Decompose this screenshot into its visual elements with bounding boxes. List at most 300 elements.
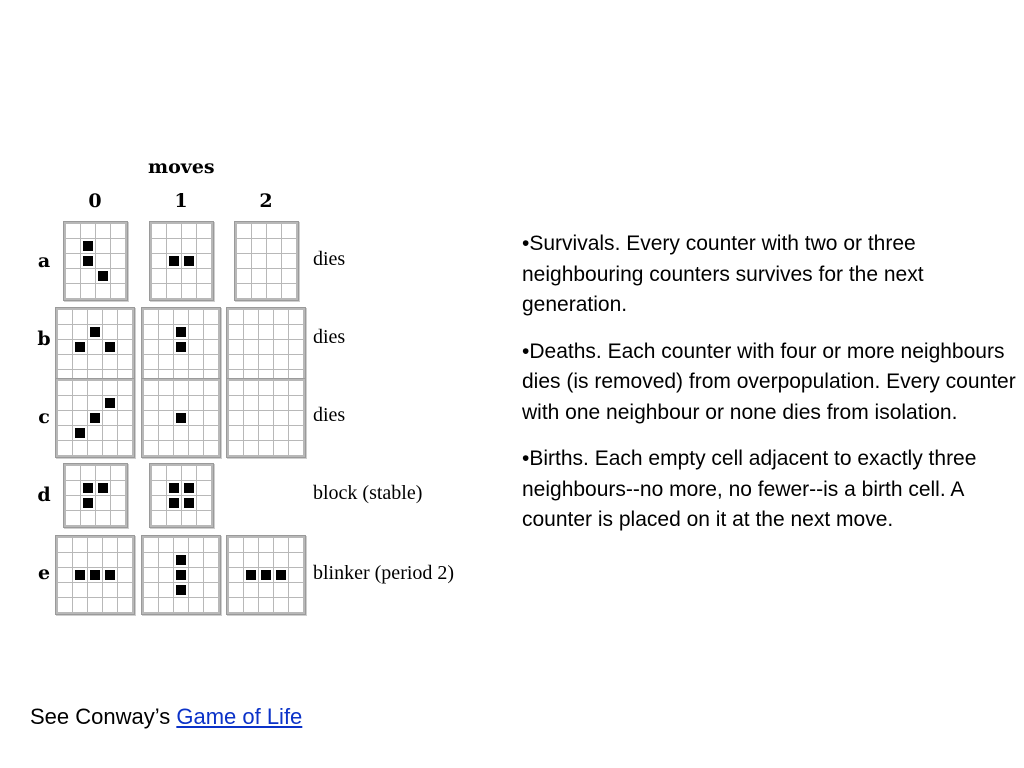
empty-cell bbox=[282, 224, 296, 238]
empty-cell bbox=[204, 396, 218, 410]
empty-cell bbox=[96, 224, 110, 238]
empty-cell bbox=[96, 496, 110, 510]
empty-cell bbox=[103, 538, 117, 552]
live-cell bbox=[182, 254, 196, 268]
live-cell bbox=[167, 496, 181, 510]
empty-cell bbox=[267, 254, 281, 268]
row-label-d: d bbox=[37, 484, 51, 506]
empty-cell bbox=[244, 396, 258, 410]
empty-cell bbox=[152, 481, 166, 495]
empty-cell bbox=[189, 396, 203, 410]
row-label-b: b bbox=[37, 328, 51, 350]
empty-cell bbox=[252, 239, 266, 253]
empty-cell bbox=[159, 340, 173, 354]
empty-cell bbox=[244, 598, 258, 612]
pattern-grid-b-0 bbox=[55, 307, 135, 387]
empty-cell bbox=[189, 355, 203, 369]
empty-cell bbox=[88, 355, 102, 369]
empty-cell bbox=[81, 224, 95, 238]
empty-cell bbox=[204, 568, 218, 582]
empty-cell bbox=[66, 239, 80, 253]
empty-cell bbox=[244, 340, 258, 354]
row-label-a: a bbox=[37, 250, 51, 272]
empty-cell bbox=[259, 553, 273, 567]
empty-cell bbox=[96, 466, 110, 480]
live-cell bbox=[103, 396, 117, 410]
empty-cell bbox=[244, 583, 258, 597]
empty-cell bbox=[189, 325, 203, 339]
live-cell bbox=[88, 568, 102, 582]
empty-cell bbox=[144, 310, 158, 324]
live-cell bbox=[73, 426, 87, 440]
empty-cell bbox=[182, 269, 196, 283]
empty-cell bbox=[58, 426, 72, 440]
empty-cell bbox=[58, 598, 72, 612]
empty-cell bbox=[167, 511, 181, 525]
empty-cell bbox=[204, 355, 218, 369]
empty-cell bbox=[58, 355, 72, 369]
footer-note bbox=[30, 704, 302, 730]
empty-cell bbox=[197, 511, 211, 525]
empty-cell bbox=[167, 284, 181, 298]
empty-cell bbox=[229, 381, 243, 395]
empty-cell bbox=[229, 325, 243, 339]
empty-cell bbox=[289, 396, 303, 410]
life-patterns-figure bbox=[0, 0, 500, 640]
outcome-b: dies bbox=[313, 326, 346, 348]
empty-cell bbox=[73, 553, 87, 567]
empty-cell bbox=[111, 284, 125, 298]
rule-survivals bbox=[522, 229, 1018, 321]
empty-cell bbox=[118, 568, 132, 582]
empty-cell bbox=[159, 598, 173, 612]
empty-cell bbox=[289, 355, 303, 369]
empty-cell bbox=[174, 426, 188, 440]
live-cell bbox=[81, 254, 95, 268]
footer-prefix: See Conway’s bbox=[30, 704, 177, 729]
empty-cell bbox=[244, 426, 258, 440]
row-label-e: e bbox=[37, 562, 51, 584]
outcome-d: block (stable) bbox=[313, 482, 423, 504]
empty-cell bbox=[204, 553, 218, 567]
empty-cell bbox=[252, 284, 266, 298]
empty-cell bbox=[152, 224, 166, 238]
empty-cell bbox=[144, 538, 158, 552]
empty-cell bbox=[182, 511, 196, 525]
empty-cell bbox=[229, 583, 243, 597]
empty-cell bbox=[58, 538, 72, 552]
empty-cell bbox=[81, 511, 95, 525]
empty-cell bbox=[204, 538, 218, 552]
empty-cell bbox=[118, 340, 132, 354]
empty-cell bbox=[197, 239, 211, 253]
rule-text: . Each empty cell adjacent to exactly three neighbours--no more, no fewer--is a birth cell. A counter is placed on it at the next move. bbox=[522, 447, 977, 531]
empty-cell bbox=[111, 239, 125, 253]
empty-cell bbox=[103, 411, 117, 425]
empty-cell bbox=[229, 553, 243, 567]
empty-cell bbox=[274, 381, 288, 395]
empty-cell bbox=[244, 538, 258, 552]
empty-cell bbox=[111, 224, 125, 238]
empty-cell bbox=[96, 511, 110, 525]
empty-cell bbox=[182, 466, 196, 480]
empty-cell bbox=[73, 396, 87, 410]
empty-cell bbox=[189, 441, 203, 455]
empty-cell bbox=[81, 466, 95, 480]
empty-cell bbox=[88, 441, 102, 455]
empty-cell bbox=[174, 396, 188, 410]
empty-cell bbox=[267, 284, 281, 298]
empty-cell bbox=[103, 583, 117, 597]
empty-cell bbox=[259, 598, 273, 612]
game-of-life-link[interactable]: Game of Life bbox=[176, 704, 303, 729]
empty-cell bbox=[289, 411, 303, 425]
rule-deaths bbox=[522, 337, 1018, 429]
empty-cell bbox=[197, 269, 211, 283]
rule-bullet: • bbox=[522, 447, 530, 470]
empty-cell bbox=[88, 381, 102, 395]
empty-cell bbox=[252, 224, 266, 238]
empty-cell bbox=[152, 511, 166, 525]
empty-cell bbox=[73, 583, 87, 597]
empty-cell bbox=[189, 340, 203, 354]
empty-cell bbox=[152, 239, 166, 253]
empty-cell bbox=[66, 481, 80, 495]
empty-cell bbox=[197, 254, 211, 268]
empty-cell bbox=[167, 239, 181, 253]
empty-cell bbox=[73, 381, 87, 395]
empty-cell bbox=[167, 224, 181, 238]
empty-cell bbox=[58, 340, 72, 354]
empty-cell bbox=[229, 568, 243, 582]
empty-cell bbox=[204, 426, 218, 440]
empty-cell bbox=[259, 411, 273, 425]
empty-cell bbox=[118, 381, 132, 395]
empty-cell bbox=[167, 466, 181, 480]
empty-cell bbox=[229, 426, 243, 440]
empty-cell bbox=[229, 310, 243, 324]
live-cell bbox=[174, 583, 188, 597]
empty-cell bbox=[259, 355, 273, 369]
empty-cell bbox=[274, 598, 288, 612]
empty-cell bbox=[103, 381, 117, 395]
empty-cell bbox=[182, 224, 196, 238]
empty-cell bbox=[244, 325, 258, 339]
empty-cell bbox=[73, 310, 87, 324]
empty-cell bbox=[118, 553, 132, 567]
empty-cell bbox=[111, 481, 125, 495]
empty-cell bbox=[267, 239, 281, 253]
empty-cell bbox=[189, 426, 203, 440]
empty-cell bbox=[73, 598, 87, 612]
empty-cell bbox=[73, 411, 87, 425]
empty-cell bbox=[289, 310, 303, 324]
empty-cell bbox=[237, 254, 251, 268]
empty-cell bbox=[274, 396, 288, 410]
empty-cell bbox=[189, 381, 203, 395]
empty-cell bbox=[204, 441, 218, 455]
empty-cell bbox=[103, 325, 117, 339]
empty-cell bbox=[252, 269, 266, 283]
empty-cell bbox=[159, 553, 173, 567]
empty-cell bbox=[237, 224, 251, 238]
empty-cell bbox=[189, 598, 203, 612]
empty-cell bbox=[274, 426, 288, 440]
live-cell bbox=[81, 239, 95, 253]
empty-cell bbox=[144, 568, 158, 582]
empty-cell bbox=[237, 269, 251, 283]
empty-cell bbox=[152, 254, 166, 268]
empty-cell bbox=[197, 466, 211, 480]
empty-cell bbox=[103, 441, 117, 455]
empty-cell bbox=[204, 583, 218, 597]
empty-cell bbox=[289, 568, 303, 582]
empty-cell bbox=[282, 284, 296, 298]
moves-heading: moves bbox=[148, 156, 215, 178]
empty-cell bbox=[159, 568, 173, 582]
empty-cell bbox=[144, 583, 158, 597]
empty-cell bbox=[274, 583, 288, 597]
empty-cell bbox=[111, 466, 125, 480]
empty-cell bbox=[111, 511, 125, 525]
empty-cell bbox=[66, 466, 80, 480]
live-cell bbox=[73, 340, 87, 354]
empty-cell bbox=[267, 224, 281, 238]
empty-cell bbox=[189, 538, 203, 552]
live-cell bbox=[174, 553, 188, 567]
rule-term: Births bbox=[529, 447, 584, 470]
empty-cell bbox=[274, 340, 288, 354]
empty-cell bbox=[96, 239, 110, 253]
empty-cell bbox=[259, 325, 273, 339]
empty-cell bbox=[289, 441, 303, 455]
live-cell bbox=[96, 269, 110, 283]
empty-cell bbox=[66, 284, 80, 298]
empty-cell bbox=[159, 396, 173, 410]
empty-cell bbox=[73, 325, 87, 339]
empty-cell bbox=[244, 553, 258, 567]
empty-cell bbox=[289, 381, 303, 395]
pattern-grid-c-0 bbox=[55, 378, 135, 458]
empty-cell bbox=[144, 325, 158, 339]
empty-cell bbox=[118, 310, 132, 324]
empty-cell bbox=[189, 411, 203, 425]
empty-cell bbox=[204, 310, 218, 324]
empty-cell bbox=[144, 355, 158, 369]
empty-cell bbox=[229, 598, 243, 612]
empty-cell bbox=[159, 426, 173, 440]
empty-cell bbox=[96, 284, 110, 298]
empty-cell bbox=[204, 325, 218, 339]
empty-cell bbox=[289, 553, 303, 567]
empty-cell bbox=[274, 411, 288, 425]
empty-cell bbox=[58, 568, 72, 582]
live-cell bbox=[174, 340, 188, 354]
live-cell bbox=[167, 254, 181, 268]
empty-cell bbox=[103, 426, 117, 440]
empty-cell bbox=[81, 284, 95, 298]
empty-cell bbox=[152, 284, 166, 298]
empty-cell bbox=[58, 381, 72, 395]
live-cell bbox=[88, 325, 102, 339]
outcome-e: blinker (period 2) bbox=[313, 562, 455, 584]
live-cell bbox=[73, 568, 87, 582]
rule-term: Survivals bbox=[529, 232, 615, 255]
empty-cell bbox=[58, 325, 72, 339]
rule-bullet: • bbox=[522, 232, 530, 255]
empty-cell bbox=[152, 466, 166, 480]
rule-births bbox=[522, 444, 1018, 536]
empty-cell bbox=[282, 254, 296, 268]
empty-cell bbox=[189, 310, 203, 324]
rule-text: . Each counter with four or more neighbours dies (is removed) from overpopulation. Every counter with one neighbour or none dies from isolation. bbox=[522, 339, 1016, 424]
empty-cell bbox=[244, 381, 258, 395]
live-cell bbox=[103, 340, 117, 354]
empty-cell bbox=[58, 411, 72, 425]
empty-cell bbox=[204, 381, 218, 395]
column-header-0: 0 bbox=[88, 190, 102, 212]
empty-cell bbox=[88, 598, 102, 612]
empty-cell bbox=[144, 411, 158, 425]
live-cell bbox=[182, 481, 196, 495]
empty-cell bbox=[159, 583, 173, 597]
empty-cell bbox=[182, 239, 196, 253]
empty-cell bbox=[259, 396, 273, 410]
empty-cell bbox=[189, 568, 203, 582]
empty-cell bbox=[259, 340, 273, 354]
pattern-grid-a-1 bbox=[149, 221, 214, 301]
empty-cell bbox=[229, 441, 243, 455]
empty-cell bbox=[144, 426, 158, 440]
empty-cell bbox=[118, 325, 132, 339]
empty-cell bbox=[111, 254, 125, 268]
empty-cell bbox=[189, 553, 203, 567]
empty-cell bbox=[66, 511, 80, 525]
pattern-grid-e-1 bbox=[141, 535, 221, 615]
column-header-2: 2 bbox=[259, 190, 273, 212]
empty-cell bbox=[73, 355, 87, 369]
empty-cell bbox=[103, 310, 117, 324]
empty-cell bbox=[159, 538, 173, 552]
empty-cell bbox=[274, 553, 288, 567]
empty-cell bbox=[111, 496, 125, 510]
empty-cell bbox=[289, 538, 303, 552]
empty-cell bbox=[259, 381, 273, 395]
live-cell bbox=[259, 568, 273, 582]
empty-cell bbox=[118, 441, 132, 455]
empty-cell bbox=[174, 598, 188, 612]
column-header-1: 1 bbox=[174, 190, 188, 212]
live-cell bbox=[167, 481, 181, 495]
empty-cell bbox=[118, 355, 132, 369]
pattern-grid-b-1 bbox=[141, 307, 221, 387]
pattern-grid-a-2 bbox=[234, 221, 299, 301]
empty-cell bbox=[289, 583, 303, 597]
empty-cell bbox=[111, 269, 125, 283]
empty-cell bbox=[81, 269, 95, 283]
rule-term: Deaths bbox=[529, 339, 596, 363]
live-cell bbox=[174, 325, 188, 339]
empty-cell bbox=[244, 411, 258, 425]
empty-cell bbox=[58, 310, 72, 324]
empty-cell bbox=[66, 269, 80, 283]
empty-cell bbox=[204, 340, 218, 354]
empty-cell bbox=[289, 598, 303, 612]
live-cell bbox=[174, 411, 188, 425]
empty-cell bbox=[159, 381, 173, 395]
live-cell bbox=[96, 481, 110, 495]
empty-cell bbox=[88, 396, 102, 410]
empty-cell bbox=[229, 538, 243, 552]
empty-cell bbox=[58, 396, 72, 410]
empty-cell bbox=[204, 598, 218, 612]
empty-cell bbox=[197, 496, 211, 510]
empty-cell bbox=[152, 496, 166, 510]
empty-cell bbox=[174, 538, 188, 552]
pattern-grid-e-0 bbox=[55, 535, 135, 615]
empty-cell bbox=[144, 598, 158, 612]
empty-cell bbox=[229, 396, 243, 410]
empty-cell bbox=[159, 441, 173, 455]
empty-cell bbox=[244, 310, 258, 324]
empty-cell bbox=[259, 310, 273, 324]
empty-cell bbox=[159, 411, 173, 425]
empty-cell bbox=[103, 355, 117, 369]
empty-cell bbox=[73, 538, 87, 552]
empty-cell bbox=[267, 269, 281, 283]
empty-cell bbox=[229, 355, 243, 369]
empty-cell bbox=[118, 396, 132, 410]
empty-cell bbox=[66, 254, 80, 268]
empty-cell bbox=[103, 553, 117, 567]
empty-cell bbox=[244, 355, 258, 369]
empty-cell bbox=[259, 538, 273, 552]
pattern-grid-e-2 bbox=[226, 535, 306, 615]
pattern-grid-c-1 bbox=[141, 378, 221, 458]
empty-cell bbox=[289, 340, 303, 354]
empty-cell bbox=[197, 224, 211, 238]
empty-cell bbox=[88, 553, 102, 567]
live-cell bbox=[81, 481, 95, 495]
empty-cell bbox=[274, 355, 288, 369]
empty-cell bbox=[197, 284, 211, 298]
empty-cell bbox=[58, 583, 72, 597]
empty-cell bbox=[189, 583, 203, 597]
empty-cell bbox=[66, 224, 80, 238]
empty-cell bbox=[88, 310, 102, 324]
empty-cell bbox=[159, 355, 173, 369]
empty-cell bbox=[58, 441, 72, 455]
empty-cell bbox=[197, 481, 211, 495]
empty-cell bbox=[289, 426, 303, 440]
empty-cell bbox=[88, 538, 102, 552]
pattern-grid-a-0 bbox=[63, 221, 128, 301]
empty-cell bbox=[88, 583, 102, 597]
empty-cell bbox=[66, 496, 80, 510]
empty-cell bbox=[204, 411, 218, 425]
live-cell bbox=[244, 568, 258, 582]
live-cell bbox=[274, 568, 288, 582]
empty-cell bbox=[118, 598, 132, 612]
empty-cell bbox=[282, 269, 296, 283]
empty-cell bbox=[144, 381, 158, 395]
empty-cell bbox=[259, 426, 273, 440]
empty-cell bbox=[274, 325, 288, 339]
live-cell bbox=[182, 496, 196, 510]
empty-cell bbox=[237, 239, 251, 253]
empty-cell bbox=[174, 381, 188, 395]
live-cell bbox=[81, 496, 95, 510]
